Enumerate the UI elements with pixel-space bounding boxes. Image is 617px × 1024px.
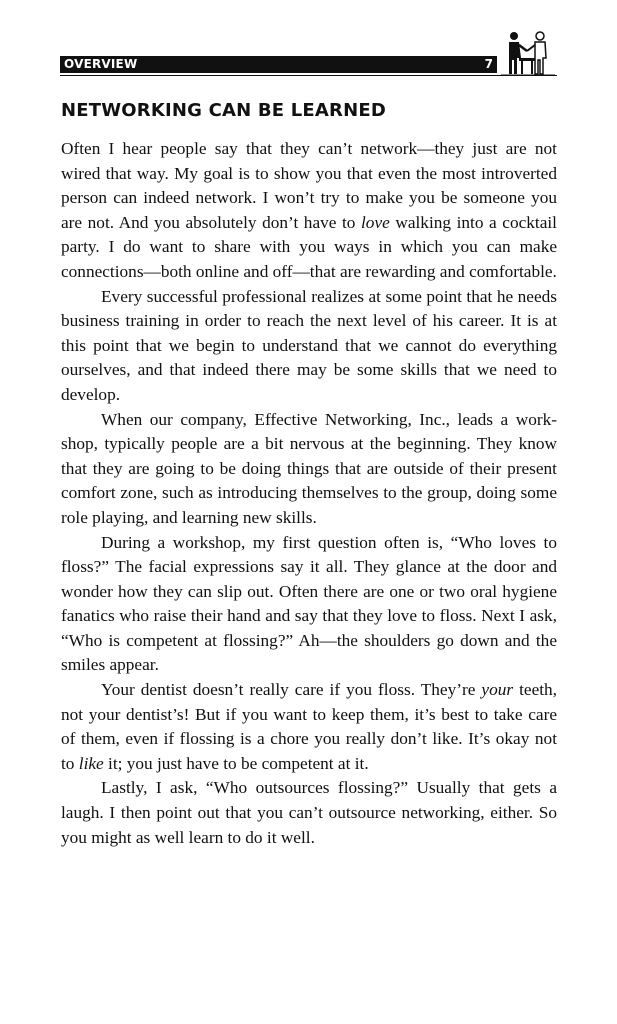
paragraph: Every successful professional realizes at some point that he needs business training in order to reach the next level of his career. It is at this point that we begin to understand that we cannot do everything ourselves, and that indeed there may be some skills that we need to develop.	[61, 286, 557, 404]
section-label: OVERVIEW	[64, 57, 138, 71]
paragraph: During a workshop, my first question often is, “Who loves to floss?” The facial expressions say it all. They glance at the door and wonder how they can slip out. Often there are one or two oral hygiene fanatics who raise their hand and say that they love to floss. Next I ask, “Who is competent at flossing?” Ah—the shoulders go down and the smiles appear.	[61, 532, 557, 675]
handshake-icon	[497, 28, 557, 76]
paragraph: Often I hear people say that they can’t network—they just are not wired that way. My goal is to show you that even the most introverted person can indeed network. I won’t try to make you be someone you are not. And you absolutely don’t have to love walking into a cocktail party. I do want to share with you ways in which you can make connections—both online and off—that are rewarding and comfortable.	[61, 139, 557, 281]
header-bar	[60, 56, 497, 73]
running-header	[60, 48, 557, 84]
paragraph: When our company, Effective Networking, Inc., leads a work-shop, typically people are a bit nervous at the beginning. They know that they are going to be doing things that are outside of their present comfort zone, such as introducing themselves to the group, doing some role playing, and learning new skills.	[61, 409, 557, 527]
paragraph: Your dentist doesn’t really care if you floss. They’re your teeth, not your dentist’s! But if you want to keep them, it’s best to take care of them, even if flossing is a chore you really don’t like. It’s okay not to like it; you just have to be competent at it.	[61, 680, 558, 773]
page-number: 7	[484, 57, 493, 71]
paragraph: Lastly, I ask, “Who outsources flossing?” Usually that gets a laugh. I then point out that you can’t outsource networking, either. So you might as well learn to do it well.	[61, 778, 557, 847]
body-text	[61, 137, 557, 850]
page-title: NETWORKING CAN BE LEARNED	[61, 100, 387, 121]
header-rule	[60, 75, 557, 76]
